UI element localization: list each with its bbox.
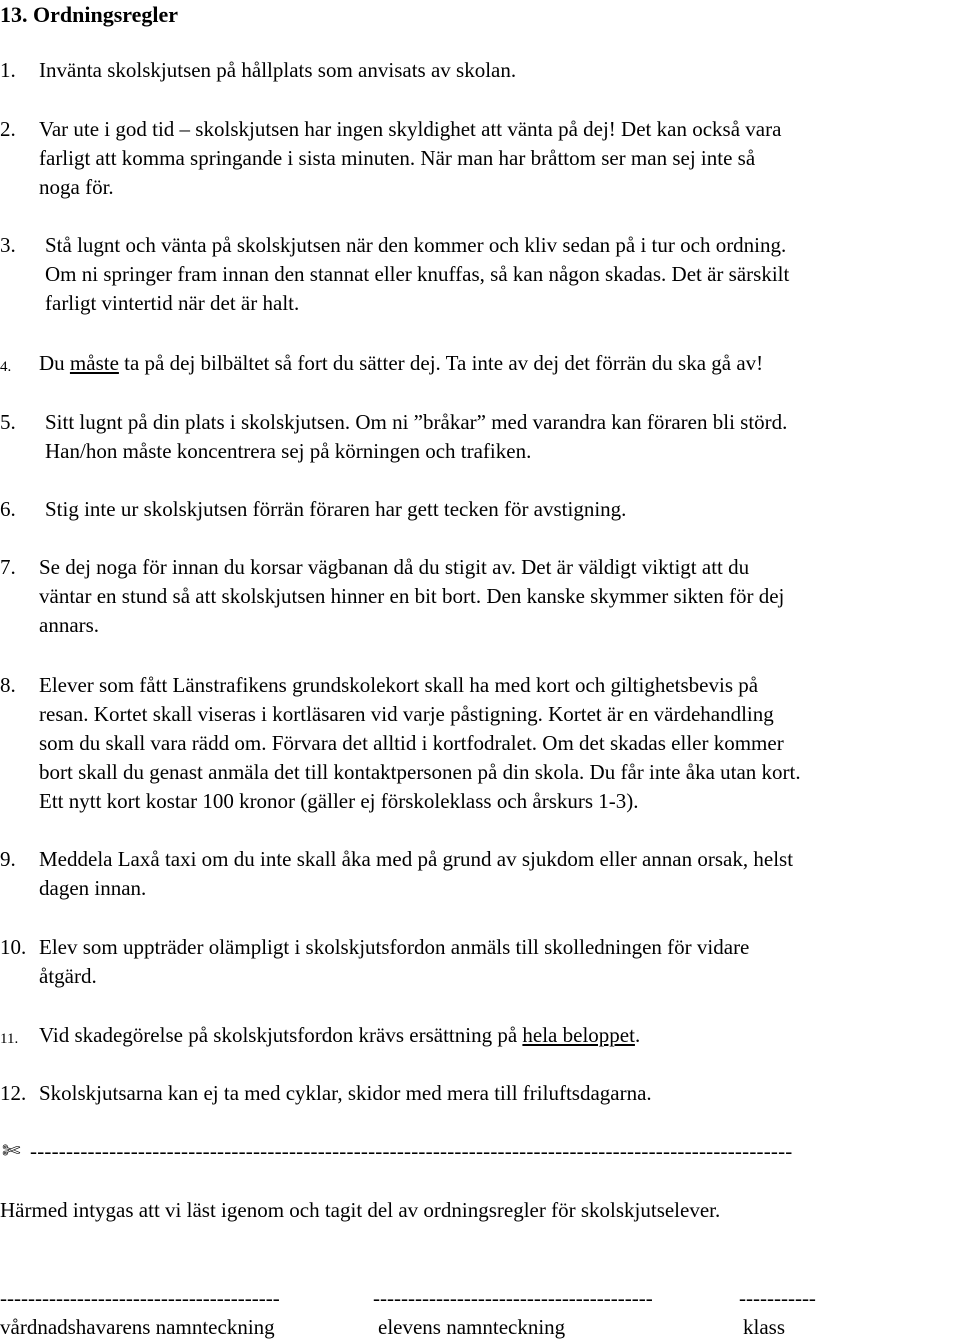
signature-label-guardian: vårdnadshavarens namnteckning [0, 1315, 275, 1339]
signature-line-class: ----------- [739, 1286, 816, 1310]
rule-text: Se dej noga för innan du korsar vägbanan då du stigit av. Det är väldigt viktigt att du [39, 555, 750, 579]
rule-number: 8. [0, 673, 16, 697]
signature-label-class: klass [743, 1315, 785, 1339]
rule-text: Om ni springer fram innan den stannat eller knuffas, så kan någon skadas. Det är särskilt [45, 262, 790, 286]
rule-text: väntar en stund så att skolskjutsen hinner en bit bort. Den kanske skymmer sikten för dej [39, 584, 785, 608]
dashed-line: ---------------------------------------------------------------------------------------------------------- [30, 1139, 793, 1163]
rule-text: Elever som fått Länstrafikens grundskolekort skall ha med kort och giltighetsbevis på [39, 673, 759, 697]
rule-text-part: Vid skadegörelse på skolskjutsfordon krävs ersättning på [39, 1023, 523, 1047]
rule-12 [0, 1079, 958, 1108]
rule-number: 9. [0, 847, 16, 871]
rule-text: resan. Kortet skall viseras i kortläsaren vid varje påstigning. Kortet är en värdehandling [39, 702, 774, 726]
cut-line [2, 1136, 792, 1166]
rule-number: 1. [0, 58, 16, 82]
rule-text: bort skall du genast anmäla det till kontaktpersonen på din skola. Du får inte åka utan kort. [39, 760, 801, 784]
rule-text: Stig inte ur skolskjutsen förrän föraren har gett tecken för avstigning. [45, 497, 627, 521]
rule-number: 7. [0, 555, 16, 579]
rule-7 [0, 553, 958, 640]
rule-text: Invänta skolskjutsen på hållplats som anvisats av skolan. [39, 58, 517, 82]
confirmation-text: Härmed intygas att vi läst igenom och tagit del av ordningsregler för skolskjutselever. [0, 1198, 721, 1222]
rule-number: 5. [0, 410, 16, 434]
rule-1 [0, 56, 958, 85]
rule-text: Skolskjutsarna kan ej ta med cyklar, skidor med mera till friluftsdagarna. [39, 1081, 652, 1105]
rule-text: Ett nytt kort kostar 100 kronor (gäller ej förskoleklass och årskurs 1-3). [39, 789, 639, 813]
rule-10 [0, 933, 958, 991]
rule-text-part: Du [39, 351, 70, 375]
rule-text: Meddela Laxå taxi om du inte skall åka med på grund av sjukdom eller annan orsak, helst [39, 847, 794, 871]
rule-4 [0, 349, 958, 378]
rule-9 [0, 845, 958, 903]
rule-text: annars. [39, 613, 100, 637]
signature-label-student: elevens namnteckning [378, 1315, 566, 1339]
scissors-icon: ✄ [2, 1138, 21, 1163]
signature-line-student: ---------------------------------------- [373, 1286, 653, 1310]
rule-text: Elev som uppträder olämpligt i skolskjutsfordon anmäls till skolledningen för vidare [39, 935, 750, 959]
rule-text [39, 349, 958, 378]
rule-5 [0, 408, 958, 466]
rule-text: Sitt lugnt på din plats i skolskjutsen. Om ni ”bråkar” med varandra kan föraren bli störd. [45, 410, 788, 434]
signature-line-guardian: ---------------------------------------- [0, 1286, 280, 1310]
rule-text-part: . [634, 1023, 641, 1047]
rule-text: farligt vintertid när det är halt. [45, 291, 300, 315]
rule-number: 10. [0, 935, 27, 959]
rule-text: Stå lugnt och vänta på skolskjutsen när den kommer och kliv sedan på i tur och ordning. [45, 233, 787, 257]
rule-text: åtgärd. [39, 964, 97, 988]
rule-number: 4. [0, 359, 12, 375]
rule-text: dagen innan. [39, 876, 147, 900]
rule-number: 11. [0, 1031, 19, 1047]
rule-text: som du skall vara rädd om. Förvara det alltid i kortfodralet. Om det skadas eller kommer [39, 731, 784, 755]
rule-number: 2. [0, 117, 16, 141]
rule-2 [0, 115, 958, 202]
rule-8 [0, 671, 958, 816]
underlined-text: måste [69, 351, 119, 375]
underlined-text: hela beloppet [522, 1023, 635, 1047]
rule-6 [0, 495, 958, 524]
rule-text [39, 1021, 958, 1050]
rule-text-part: ta på dej bilbältet så fort du sätter dej. Ta inte av dej det förrän du ska gå av! [118, 351, 764, 375]
page-heading: 13. Ordningsregler [0, 2, 179, 27]
rule-number: 12. [0, 1081, 27, 1105]
rule-3 [0, 231, 958, 318]
rule-number: 6. [0, 497, 16, 521]
rule-text: farligt att komma springande i sista minuten. När man har bråttom ser man sej inte så [39, 146, 756, 170]
rule-text: Var ute i god tid – skolskjutsen har ingen skyldighet att vänta på dej! Det kan också vara [39, 117, 782, 141]
rule-11 [0, 1021, 958, 1050]
rule-number: 3. [0, 233, 16, 257]
rule-text: Han/hon måste koncentrera sej på körningen och trafiken. [45, 439, 532, 463]
rule-text: noga för. [39, 175, 114, 199]
